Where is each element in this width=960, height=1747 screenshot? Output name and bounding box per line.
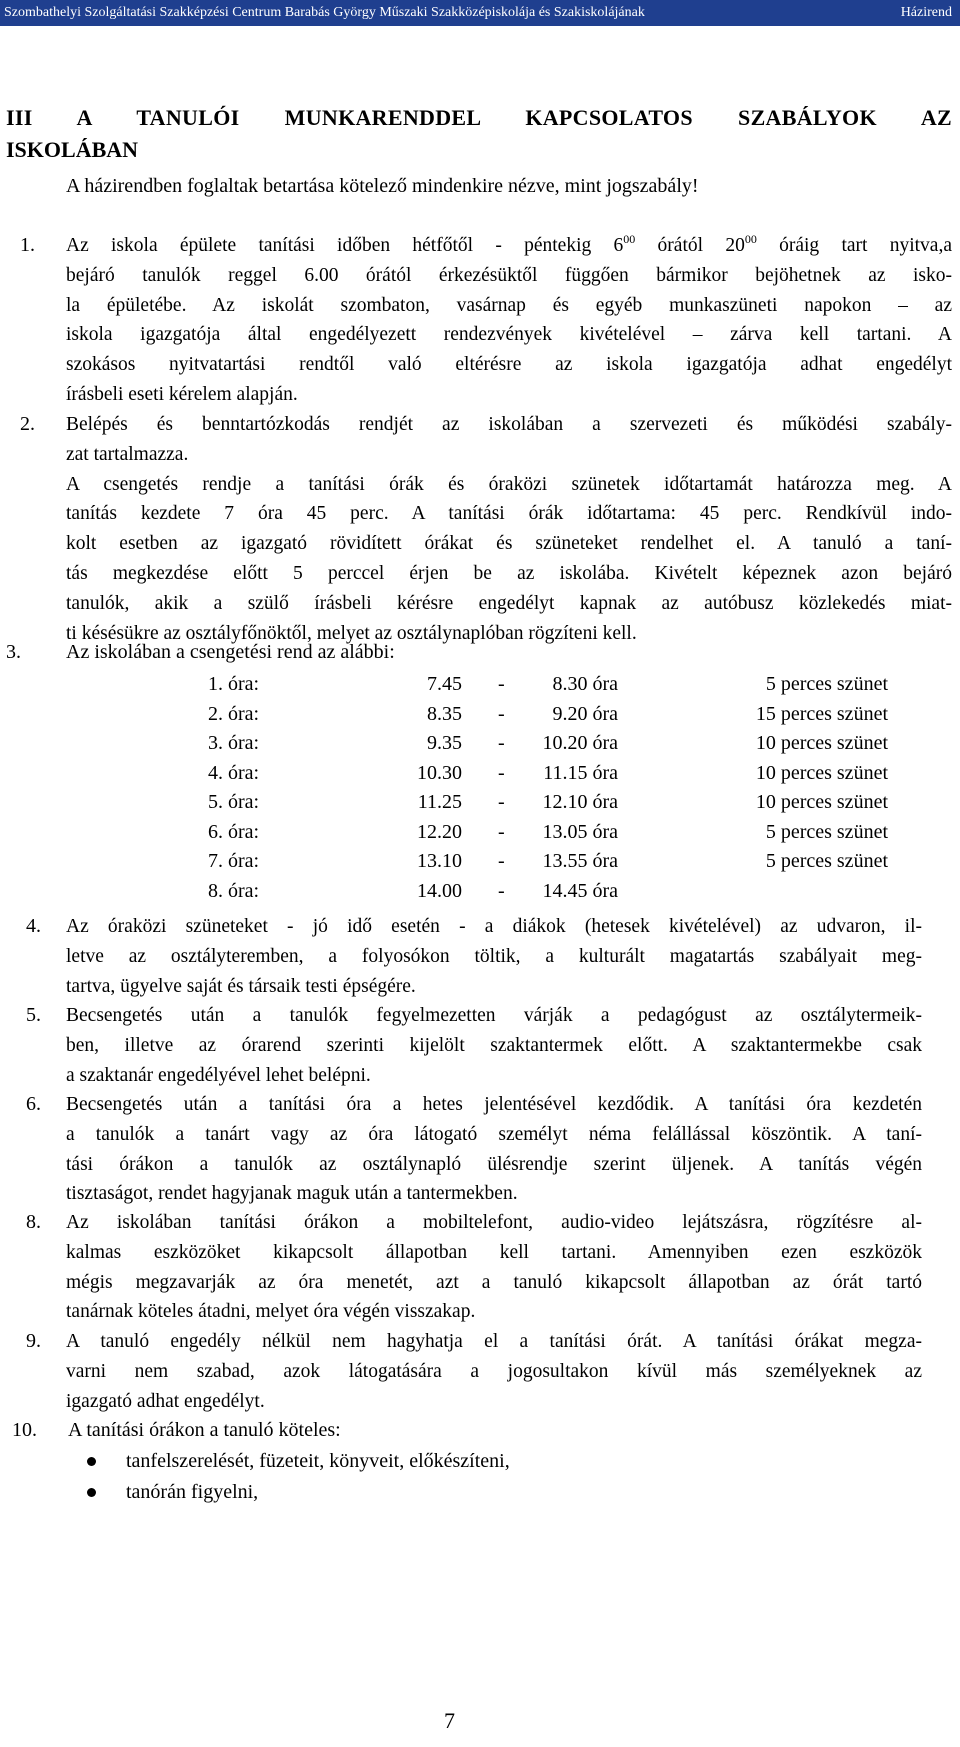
schedule-break: 5 perces szünet	[765, 673, 888, 695]
schedule-row	[200, 729, 920, 759]
paragraph-line: tisztaságot, rendet hagyjanak maguk után a tantermekben.	[66, 1183, 518, 1205]
page-number: 7	[444, 1708, 455, 1733]
paragraph-1	[66, 231, 952, 410]
paragraph-4	[66, 912, 922, 1001]
paragraph-line: varni nem szabad, azok látogatására a jogosultakon kívül más személyeknek az	[66, 1360, 922, 1382]
item-number-3: 3.	[6, 641, 21, 663]
header-document-name: Házirend	[900, 5, 952, 20]
item-number-1: 1.	[20, 234, 35, 256]
paragraph-line: bejáró tanulók reggel 6.00 órától érkezésüktől függően bármikor bejöhetnek az isko-	[66, 264, 952, 286]
schedule-dash: -	[498, 732, 505, 754]
schedule-row	[200, 700, 920, 730]
paragraph-line: tanárnak köteles átadni, melyet óra végén visszakap.	[66, 1301, 476, 1323]
item-number-2: 2.	[20, 413, 35, 435]
schedule-dash: -	[498, 702, 505, 725]
paragraph-line: Belépés és benntartózkodás rendjét az iskolában a szervezeti és működési szabály-	[66, 414, 952, 435]
paragraph-line: letve az osztályteremben, a folyosókon töltik, a kulturált magatartás szabályait meg-	[66, 945, 922, 967]
schedule-start: 13.10	[417, 850, 462, 872]
schedule-end: 13.05 óra	[542, 820, 618, 843]
schedule-lesson: 3. óra:	[208, 732, 260, 754]
paragraph-line: kolt esetben az igazgató rövidített órákat és szüneteket rendelhet el. A tanuló a taní-	[66, 533, 952, 555]
paragraph-line: mégis megzavarják az óra menetét, azt a tanuló kikapcsolt állapotban az órát tartó	[66, 1271, 922, 1293]
paragraph-line: Becsengetés után a tanítási óra a hetes jelentésével kezdődik. A tanítási óra kezdetén	[66, 1094, 922, 1115]
schedule-intro: Az iskolában a csengetési rend az alábbi:	[66, 641, 395, 663]
paragraph-line: írásbeli eseti kérelem alapján.	[66, 383, 298, 405]
schedule-lesson: 8. óra:	[208, 879, 260, 902]
schedule-lesson: 6. óra:	[208, 820, 260, 843]
paragraph-line: Az iskolában tanítási órákon a mobiltelefont, audio-video lejátszásra, rögzítésre al-	[66, 1212, 922, 1233]
schedule-dash: -	[498, 761, 505, 784]
item-number-5: 5.	[26, 1004, 41, 1026]
schedule-lesson: 5. óra:	[208, 791, 260, 813]
paragraph-line: zat tartalmazza.	[66, 443, 189, 465]
paragraph-line: ben, illetve az órarend szerinti kijelölt szaktantermek előtt. A szaktantermekbe csak	[66, 1034, 922, 1056]
schedule-end: 13.55 óra	[542, 850, 618, 872]
schedule-lesson: 1. óra:	[208, 673, 260, 695]
section-intro: A házirendben foglaltak betartása kötelező mindenkire nézve, mint jogszabály!	[66, 175, 699, 197]
schedule-break: 10 perces szünet	[755, 761, 888, 784]
paragraph-line: tási órákon a tanulók az osztálynapló ülésrendje szerint üljenek. A tanítás végén	[66, 1153, 922, 1175]
paragraph-line: iskola igazgatója által engedélyezett rendezvények kivételével – zárva kell tartani. A	[66, 324, 952, 346]
item-number-4: 4.	[26, 915, 41, 937]
header-school-name: Szombathelyi Szolgáltatási Szakképzési Centrum Barabás György Műszaki Szakközépiskolája és Szakiskolájának	[4, 5, 645, 20]
section-title-line2: ISKOLÁBAN	[6, 137, 139, 162]
bullet-icon	[87, 1488, 96, 1497]
paragraph-line: tanítás kezdete 7 óra 45 perc. A tanítási órák időtartama: 45 perc. Rendkívül indo-	[66, 503, 952, 525]
paragraph-line: szokásos nyitvatartási rendtől való eltérésre az iskola igazgatója adhat engedélyt	[66, 354, 952, 376]
schedule-start: 7.45	[427, 673, 462, 695]
schedule-row	[200, 877, 920, 907]
item-number-6: 6.	[26, 1093, 41, 1115]
schedule-break: 5 perces szünet	[765, 820, 888, 843]
paragraph-line: igazgató adhat engedélyt.	[66, 1390, 265, 1412]
schedule-row	[200, 759, 920, 789]
schedule-start: 12.20	[417, 820, 462, 843]
schedule-dash: -	[498, 673, 505, 695]
schedule-break: 15 perces szünet	[755, 702, 888, 725]
schedule-dash: -	[498, 850, 505, 872]
schedule-start: 14.00	[417, 879, 462, 902]
schedule-lesson: 7. óra:	[208, 850, 260, 872]
paragraph-5	[66, 1001, 922, 1090]
paragraph-10: A tanítási órákon a tanuló köteles:	[68, 1419, 341, 1441]
paragraph-line: A csengetés rendje a tanítási órák és óraközi szünetek időtartamát határozza meg. A	[66, 473, 952, 495]
paragraph-8	[66, 1208, 922, 1327]
paragraph-line: a tanulók a tanárt vagy az óra látogató személyt néma felállással köszöntik. A taní-	[66, 1123, 922, 1145]
schedule-dash: -	[498, 820, 505, 843]
bullet-icon	[87, 1457, 96, 1466]
schedule-lesson: 2. óra:	[208, 702, 260, 725]
schedule-break: 10 perces szünet	[755, 732, 888, 754]
paragraph-6	[66, 1090, 922, 1209]
schedule-end: 10.20 óra	[542, 732, 618, 754]
item-number-10: 10.	[12, 1419, 37, 1441]
schedule-break: 5 perces szünet	[765, 850, 888, 872]
schedule-dash: -	[498, 791, 505, 813]
paragraph-line: kalmas eszközöket kikapcsolt állapotban kell tartani. Amennyiben ezen eszközök	[66, 1241, 922, 1263]
paragraph-line: Becsengetés után a tanulók fegyelmezetten várják a pedagógust az osztálytermeik-	[66, 1005, 922, 1026]
paragraph-line: A tanuló engedély nélkül nem hagyhatja el a tanítási órát. A tanítási órákat megza-	[66, 1331, 922, 1352]
schedule-row	[200, 788, 920, 818]
paragraph-line: la épületébe. Az iskolát szombaton, vasárnap és egyéb munkaszüneti napokon – az	[66, 294, 952, 316]
paragraph-line: Az óraközi szüneteket - jó idő esetén - a diákok (hetesek kivételével) az udvaron, il-	[66, 916, 922, 937]
schedule-row	[200, 818, 920, 848]
schedule-start: 8.35	[427, 702, 462, 725]
schedule-start: 11.25	[417, 791, 462, 813]
schedule-end: 12.10 óra	[542, 791, 618, 813]
paragraph-line: Az iskola épülete tanítási időben hétfőtől - péntekig $6^{00}$ órától $20^{00}$ óráig tart nyitva,a	[66, 232, 952, 256]
bell-schedule	[200, 670, 920, 906]
bullet-item: tanórán figyelni,	[126, 1481, 259, 1503]
schedule-row	[200, 670, 920, 700]
schedule-end: 8.30 óra	[552, 673, 618, 695]
item-number-9: 9.	[26, 1330, 41, 1352]
schedule-end: 11.15 óra	[543, 761, 618, 784]
bullet-item: tanfelszerelését, füzeteit, könyveit, előkészíteni,	[126, 1450, 510, 1472]
schedule-lesson: 4. óra:	[208, 761, 260, 784]
item-number-8: 8.	[26, 1211, 41, 1233]
schedule-dash: -	[498, 879, 505, 902]
paragraph-line: ti késésükre az osztályfőnöktől, melyet az osztálynaplóban rögzíteni kell.	[66, 622, 637, 644]
schedule-start: 9.35	[427, 732, 462, 754]
paragraph-line: tás megkezdése előtt 5 perccel érjen be az iskolába. Kivételt képeznek azon bejáró	[66, 562, 952, 584]
schedule-end: 9.20 óra	[552, 702, 618, 725]
schedule-end: 14.45 óra	[542, 879, 618, 902]
schedule-row	[200, 847, 920, 877]
schedule-start: 10.30	[417, 761, 462, 784]
paragraph-line: tanulók, akik a szülő írásbeli kérésre engedélyt kapnak az autóbusz közlekedés miat-	[66, 592, 952, 614]
paragraph-line: tartva, ügyelve saját és társaik testi épségére.	[66, 975, 416, 997]
page-header	[0, 0, 960, 26]
section-title: III A TANULÓI MUNKARENDDEL KAPCSOLATOS SZABÁLYOK AZ	[6, 105, 952, 130]
paragraph-line: a szaktanár engedélyével lehet belépni.	[66, 1064, 371, 1086]
paragraph-2	[66, 410, 952, 648]
paragraph-9	[66, 1327, 922, 1416]
schedule-break: 10 perces szünet	[755, 791, 888, 813]
